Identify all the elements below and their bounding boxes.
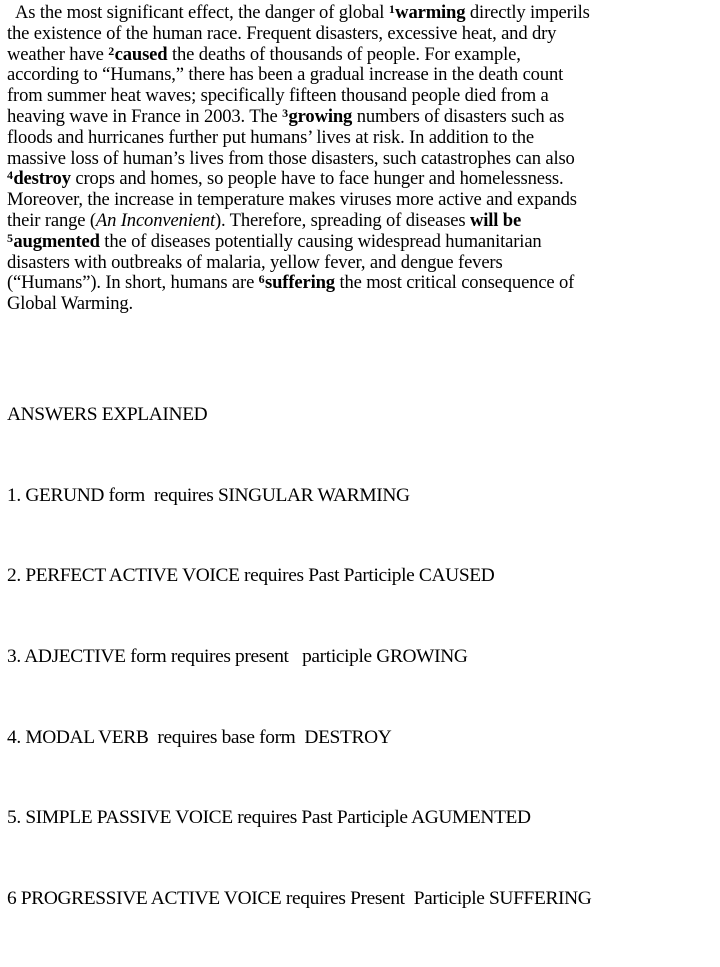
essay-line (7, 45, 717, 66)
essay-text: the most critical consequence of (334, 272, 575, 294)
answer-word: suffering (265, 272, 335, 294)
essay-text: the deaths of thousands of people. For example, (167, 43, 521, 65)
essay-text: from summer heat waves; specifically fifteen thousand people died from a (7, 85, 549, 107)
essay-line (7, 211, 717, 232)
answer-item-3: 3. ADJECTIVE form requires present participle GROWING (7, 645, 468, 667)
blank-number: 5 (7, 230, 13, 245)
answer-item-5: 5. SIMPLE PASSIVE VOICE requires Past Participle AGUMENTED (7, 807, 531, 829)
essay-line (7, 232, 717, 253)
essay-text: disasters with outbreaks of malaria, yellow fever, and dengue fevers (7, 251, 503, 273)
essay-text: according to “Humans,” there has been a gradual increase in the death count (7, 64, 564, 86)
essay-paragraph (7, 3, 717, 315)
essay-line (7, 86, 717, 107)
answer-word: growing (288, 105, 353, 127)
essay-text: As the most significant effect, the danger of global (15, 2, 389, 23)
answer-word: will be (469, 209, 522, 231)
answer-word: caused (114, 43, 168, 65)
answer-word: destroy (13, 168, 71, 190)
essay-line (7, 65, 717, 86)
essay-text: weather have (7, 43, 109, 65)
essay-text: Global Warming. (7, 293, 134, 315)
essay-text: ). Therefore, spreading of diseases (214, 209, 470, 231)
essay-text: floods and hurricanes further put humans’ lives at risk. In addition to the (7, 126, 534, 148)
essay-text: Moreover, the increase in temperature makes viruses more active and expands (7, 189, 577, 211)
essay-text: directly imperils (465, 2, 590, 23)
essay-text: the existence of the human race. Frequent disasters, excessive heat, and dry (7, 22, 557, 44)
essay-text: the of diseases potentially causing widespread humanitarian (99, 230, 542, 252)
essay-line (7, 294, 717, 315)
blank-number: 3 (282, 105, 289, 120)
essay-text: massive loss of human’s lives from those disasters, such catastrophes can also (7, 147, 575, 169)
essay-line (7, 24, 717, 45)
essay-line (7, 273, 717, 294)
answer-item-1: 1. GERUND form requires SINGULAR WARMING (7, 484, 410, 506)
answer-item-2: 2. PERFECT ACTIVE VOICE requires Past Participle CAUSED (7, 565, 495, 587)
source-title: An Inconvenient (95, 209, 215, 231)
answers-section (7, 348, 717, 967)
essay-line (7, 253, 717, 274)
essay-text: (“Humans”). In short, humans are (7, 272, 259, 294)
answer-item-6: 6 PROGRESSIVE ACTIVE VOICE requires Present Participle SUFFERING (7, 888, 592, 910)
blank-number: 6 (258, 272, 265, 287)
essay-text: heaving wave in France in 2003. The (7, 105, 283, 127)
blank-number: 2 (108, 43, 115, 58)
answers-heading: ANSWERS EXPLAINED (7, 403, 208, 425)
essay-line (7, 3, 717, 24)
essay-text: their range ( (7, 209, 96, 231)
blank-number: 1 (388, 2, 395, 16)
essay-line (7, 169, 717, 190)
answer-word: warming (395, 2, 466, 23)
answer-item-4: 4. MODAL VERB requires base form DESTROY (7, 726, 392, 748)
essay-line (7, 128, 717, 149)
essay-text: crops and homes, so people have to face hunger and homelessness. (70, 168, 564, 190)
essay-text: numbers of disasters such as (352, 105, 565, 127)
essay-line (7, 149, 717, 170)
essay-line (7, 190, 717, 211)
answer-word: augmented (13, 230, 100, 252)
essay-line (7, 107, 717, 128)
blank-number: 4 (7, 168, 13, 183)
